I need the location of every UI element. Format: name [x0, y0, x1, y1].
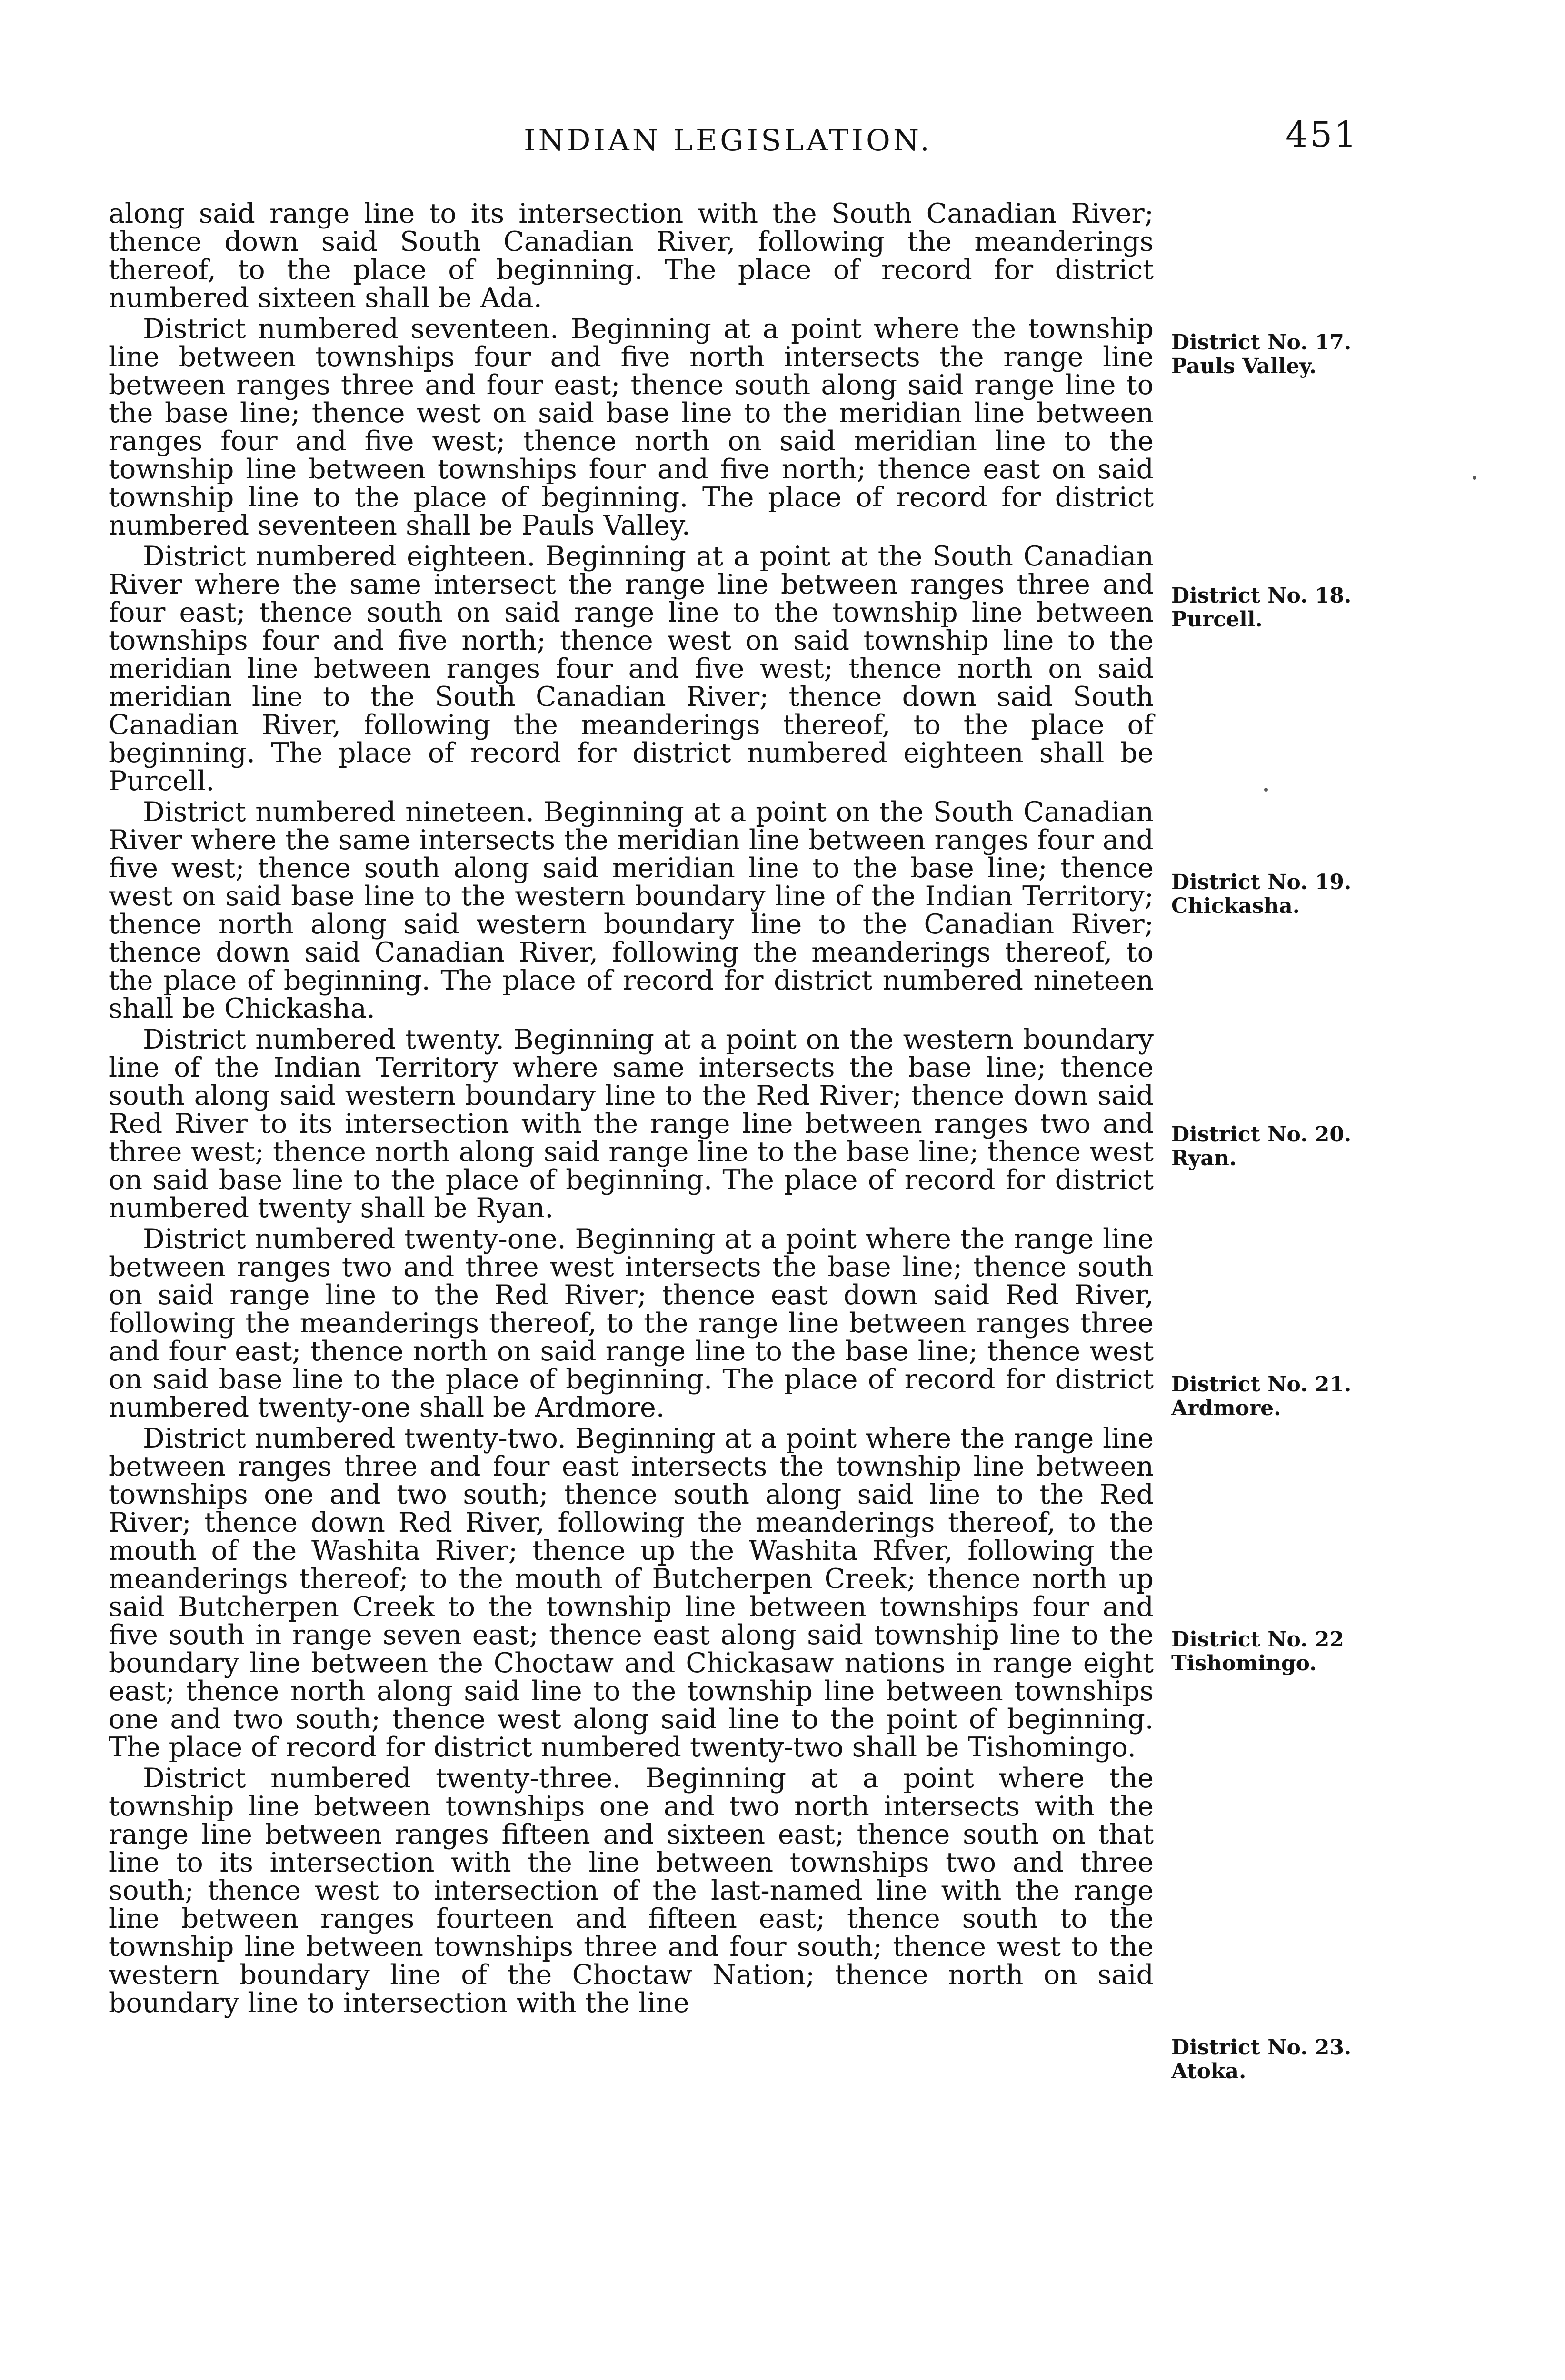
margin-note-district: District No. 17. — [1171, 330, 1352, 355]
paragraph-district-20: District numbered twenty. Beginning at a point on the western boundary line of the Indian Territory where same intersects the base line; thence south along said western boundary line to the Red River; thence down said Red River to its intersection with the range line between ranges two and three west; thence north along said range line to the base line; thence west on said base line to the place of beginning. The place of record for district numbered twenty shall be Ryan. — [109, 1024, 1154, 1224]
margin-note-district: District No. 19. — [1171, 870, 1352, 894]
margin-note-place: Ryan. — [1171, 1146, 1237, 1170]
margin-note-district: District No. 20. — [1171, 1122, 1352, 1147]
margin-note-place: Chickasha. — [1171, 894, 1300, 918]
paragraph-district-19: District numbered nineteen. Beginning at a point on the South Canadian River where the same intersects the meridian line between ranges four and five west; thence south along said meridian line to the base line; thence west on said base line to the western boundary line of the Indian Territory; thence north along said western boundary line to the Canadian River; thence down said Canadian River, following the meanderings thereof, to the place of beginning. The place of record for district numbered nineteen shall be Chickasha. — [109, 796, 1154, 1024]
margin-note-district: District No. 18. — [1171, 584, 1352, 608]
paragraph-district-18: District numbered eighteen. Beginning at a point at the South Canadian River where the same intersect the range line between ranges three and four east; thence south on said range line to the township line between townships four and five north; thence west on said township line to the meridian line between ranges four and five west; thence north on said meridian line to the South Canadian River; thence down said South Canadian River, following the meanderings thereof, to the place of beginning. The place of record for district numbered eighteen shall be Purcell. — [109, 541, 1154, 797]
margin-note-place: Tishomingo. — [1171, 1651, 1317, 1676]
margin-note-district-23 — [1171, 2036, 1533, 2083]
paragraph-district-22: District numbered twenty-two. Beginning at a point where the range line between ranges three and four east intersects the township line between townships one and two south; thence south along said line to the Red River; thence down Red River, following the meanderings thereof, to the mouth of the Washita River; thence up the Washita Rfver, following the meanderings thereof; to the mouth of Butcherpen Creek; thence north up said Butcherpen Creek to the township line between townships four and five south in range seven east; thence east along said township line to the boundary line between the Choctaw and Chickasaw nations in range eight east; thence north along said line to the township line between townships one and two south; thence west along said line to the point of beginning. The place of record for district numbered twenty-two shall be Tishomingo. — [109, 1423, 1154, 1763]
margin-note-district-17 — [1171, 331, 1533, 378]
paragraph-district-16-end: along said range line to its intersection with the South Canadian River; thence down said South Canadian River, following the meanderings thereof, to the place of beginning. The place of record for district numbered sixteen shall be Ada. — [109, 198, 1154, 314]
margin-note-district-18 — [1171, 584, 1533, 632]
margin-note-district-19 — [1171, 871, 1533, 918]
margin-note-place: Purcell. — [1171, 607, 1263, 632]
margin-note-district: District No. 21. — [1171, 1372, 1352, 1397]
margin-note-place: Ardmore. — [1171, 1396, 1281, 1420]
margin-note-place: Atoka. — [1171, 2059, 1246, 2083]
paragraph-district-23: District numbered twenty-three. Beginning at a point where the township line between townships one and two north intersects with the range line between ranges fifteen and sixteen east; thence south on that line to its intersection with the line between townships two and three south; thence west to intersection of the last-named line with the range line between ranges fourteen and fifteen east; thence south to the township line between townships three and four south; thence west to the western boundary line of the Choctaw Nation; thence north on said boundary line to intersection with the line — [109, 1763, 1154, 2019]
scan-speck — [1264, 788, 1268, 792]
running-title: INDIAN LEGISLATION. — [524, 123, 932, 158]
page-number: 451 — [1286, 114, 1359, 155]
scan-speck — [1473, 476, 1476, 480]
margin-note-place: Pauls Valley. — [1171, 354, 1317, 378]
margin-note-district: District No. 23. — [1171, 2035, 1352, 2060]
margin-note-district-20 — [1171, 1123, 1533, 1170]
margin-note-district-22 — [1171, 1628, 1533, 1676]
paragraph-district-21: District numbered twenty-one. Beginning at a point where the range line between ranges two and three west intersects the base line; thence south on said range line to the Red River; thence east down said Red River, following the meanderings thereof, to the range line between ranges three and four east; thence north on said range line to the base line; thence west on said base line to the place of beginning. The place of record for district numbered twenty-one shall be Ardmore. — [109, 1223, 1154, 1423]
paragraph-district-17: District numbered seventeen. Beginning at a point where the township line between townships four and five north intersects the range line between ranges three and four east; thence south along said range line to the base line; thence west on said base line to the meridian line between ranges four and five west; thence north on said meridian line to the township line between townships four and five north; thence east on said township line to the place of beginning. The place of record for district numbered seventeen shall be Pauls Valley. — [109, 313, 1154, 541]
margin-note-district: District No. 22 — [1171, 1627, 1344, 1652]
body-text — [109, 200, 1154, 2020]
margin-note-district-21 — [1171, 1373, 1533, 1420]
